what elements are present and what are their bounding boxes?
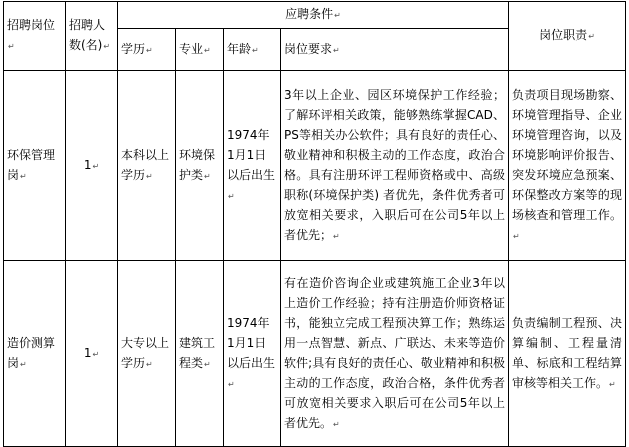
table-row bbox=[4, 261, 626, 447]
row-education: 大专以上学历↵ bbox=[118, 261, 176, 447]
row-position: 造价测算岗↵ bbox=[4, 261, 66, 447]
row-duties: 负责编制工程预、决算编制、工程量清单、标底和工程结算审核等相关工作。↵ bbox=[509, 261, 626, 447]
header-conditions: 应聘条件↵ bbox=[118, 2, 509, 29]
recruitment-table bbox=[3, 1, 626, 447]
row-major: 环境保护类↵ bbox=[176, 71, 224, 261]
row-requirements: 3年以上企业、园区环境保护工作经验；了解环评相关政策，能够熟练掌握CAD、PS等相关办公软件；具有良好的责任心、敬业精神和积极主动的工作态度，政治合格。具有注册环评工程师资格或中、高级职称(环境保护类) 者优先，条件优秀者可放宽相关要求，入职后可在公司5年以上者优先；↵ bbox=[281, 71, 509, 261]
row-requirements: 有在造价咨询企业或建筑施工企业3年以上造价工作经验；持有注册造价师资格证书，能独立完成工程预决算工作；熟练运用一点智慧、新点、广联达、未来等造价软件;具有良好的责任心、敬业精神和积极主动的工作态度，政治合格，条件优秀者可放宽相关要求入职后可在公司5年以上者优先。↵ bbox=[281, 261, 509, 447]
header-age: 年龄↵ bbox=[224, 29, 281, 71]
row-education: 本科以上学历↵ bbox=[118, 71, 176, 261]
header-education: 学历↵ bbox=[118, 29, 176, 71]
header-row-1 bbox=[4, 2, 626, 29]
row-age: 1974年1月1日以后出生↵ bbox=[224, 261, 281, 447]
table-row bbox=[4, 71, 626, 261]
header-requirements: 岗位要求↵ bbox=[281, 29, 509, 71]
header-count: 招聘人数(名)↵ bbox=[66, 2, 118, 71]
row-age: 1974年1月1日以后出生↵ bbox=[224, 71, 281, 261]
header-duties: 岗位职责↵ bbox=[509, 2, 626, 71]
row-count: 1↵ bbox=[66, 71, 118, 261]
row-position: 环保管理岗↵ bbox=[4, 71, 66, 261]
header-major: 专业↵ bbox=[176, 29, 224, 71]
row-major: 建筑工程类↵ bbox=[176, 261, 224, 447]
row-count: 1↵ bbox=[66, 261, 118, 447]
header-position: 招聘岗位↵ bbox=[4, 2, 66, 71]
row-duties: 负责项目现场勘察、环境管理指导、企业环境管理咨询，以及环境影响评价报告、突发环境应急预案、环保整改方案等的现场核查和管理工作。↵ bbox=[509, 71, 626, 261]
